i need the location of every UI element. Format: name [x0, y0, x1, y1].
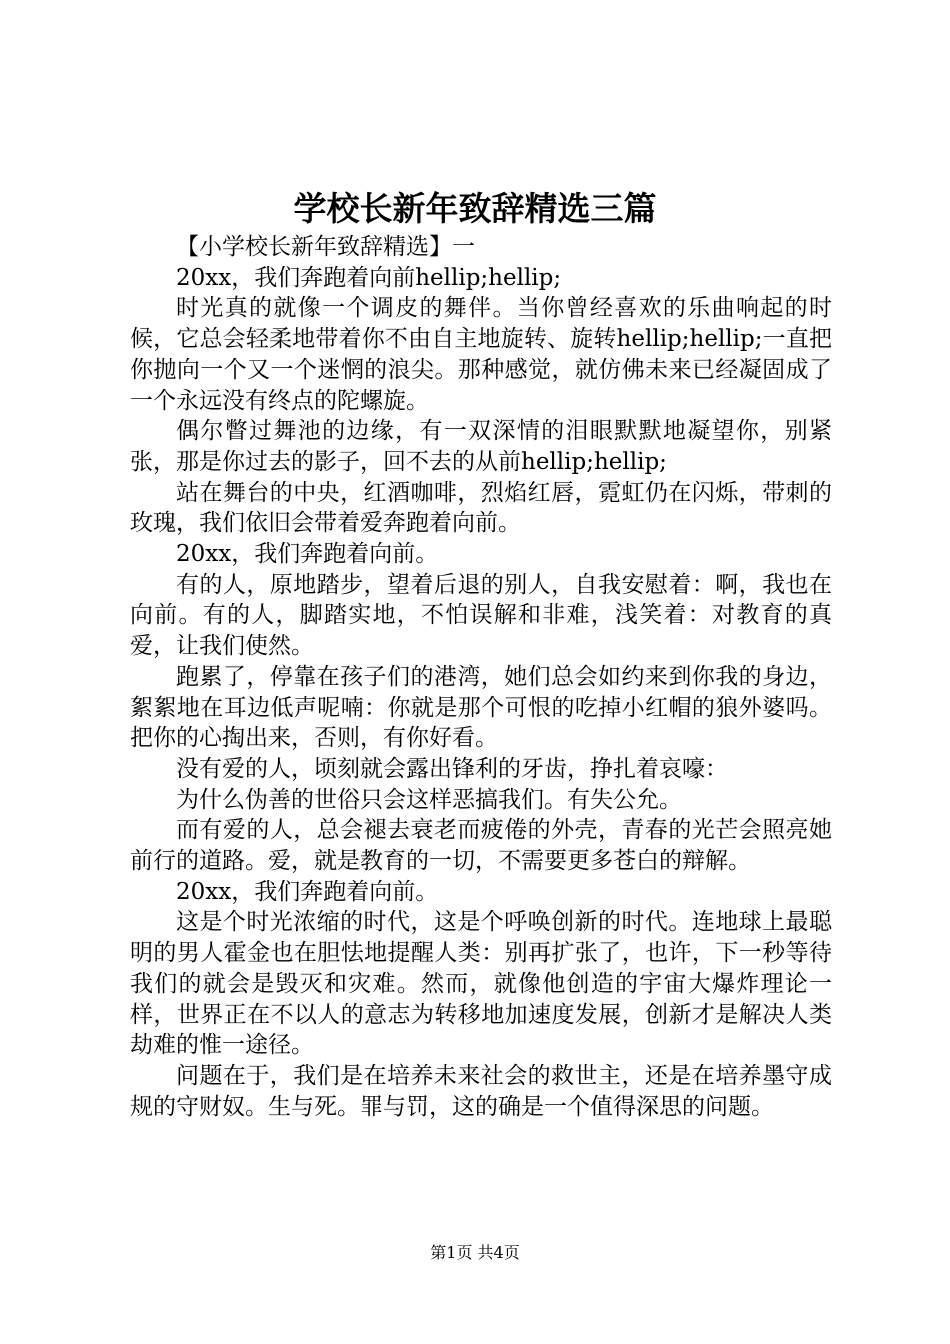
- page-footer: 第1页 共4页: [430, 1243, 520, 1262]
- paragraph: 20xx，我们奔跑着向前hellip;hellip;: [176, 264, 562, 291]
- paragraph: 站在舞台的中央，红酒咖啡，烈焰红唇，霓虹仍在闪烁，带刺的玫瑰，我们依旧会带着爱奔跑着向前。: [130, 479, 832, 537]
- section-heading: 【小学校长新年致辞精选】一: [176, 234, 475, 260]
- paragraph: 跑累了，停靠在孩子们的港湾，她们总会如约来到你我的身边，絮絮地在耳边低声呢喃：你就是那个可恨的吃掉小红帽的狼外婆吗。把你的心掏出来，否则，有你好看。: [130, 663, 832, 752]
- paragraph: 这是个时光浓缩的时代，这是个呼唤创新的时代。连地球上最聪明的男人霍金也在胆怯地提醒人类：别再扩张了，也许，下一秒等待我们的就会是毁灭和灾难。然而，就像他创造的宇宙大爆炸理论一样，世界正在不以人的意志为转移地加速度发展，创新才是解决人类劫难的惟一途径。: [130, 909, 832, 1059]
- document-body: [130, 232, 832, 1122]
- paragraph: 为什么伪善的世俗只会这样恶搞我们。有失公允。: [176, 786, 682, 813]
- paragraph: 时光真的就像一个调皮的舞伴。当你曾经喜欢的乐曲响起的时候，它总会轻柔地带着你不由自主地旋转、旋转hellip;hellip;一直把你抛向一个又一个迷惘的浪尖。那种感觉，就仿佛未来已经凝固成了一个永远没有终点的陀螺旋。: [130, 295, 832, 414]
- paragraph: 20xx，我们奔跑着向前。: [176, 878, 439, 905]
- paragraph: 偶尔瞥过舞池的边缘，有一双深情的泪眼默默地凝望你，别紧张，那是你过去的影子，回不去的从前hellip;hellip;: [130, 418, 832, 475]
- paragraph: 有的人，原地踏步，望着后退的别人，自我安慰着：啊，我也在向前。有的人，脚踏实地，不怕误解和非难，浅笑着：对教育的真爱，让我们使然。: [130, 571, 832, 660]
- paragraph: 没有爱的人，顷刻就会露出锋利的牙齿，挣扎着哀嚎：: [176, 755, 728, 782]
- paragraph: 20xx，我们奔跑着向前。: [176, 541, 439, 568]
- paragraph: 而有爱的人，总会褪去衰老而疲倦的外壳，青春的光芒会照亮她前行的道路。爱，就是教育的一切，不需要更多苍白的辩解。: [130, 817, 832, 875]
- page-title: 学校长新年致辞精选三篇: [293, 189, 657, 228]
- paragraph: 问题在于，我们是在培养未来社会的救世主，还是在培养墨守成规的守财奴。生与死。罪与罚，这的确是一个值得深思的问题。: [130, 1062, 832, 1120]
